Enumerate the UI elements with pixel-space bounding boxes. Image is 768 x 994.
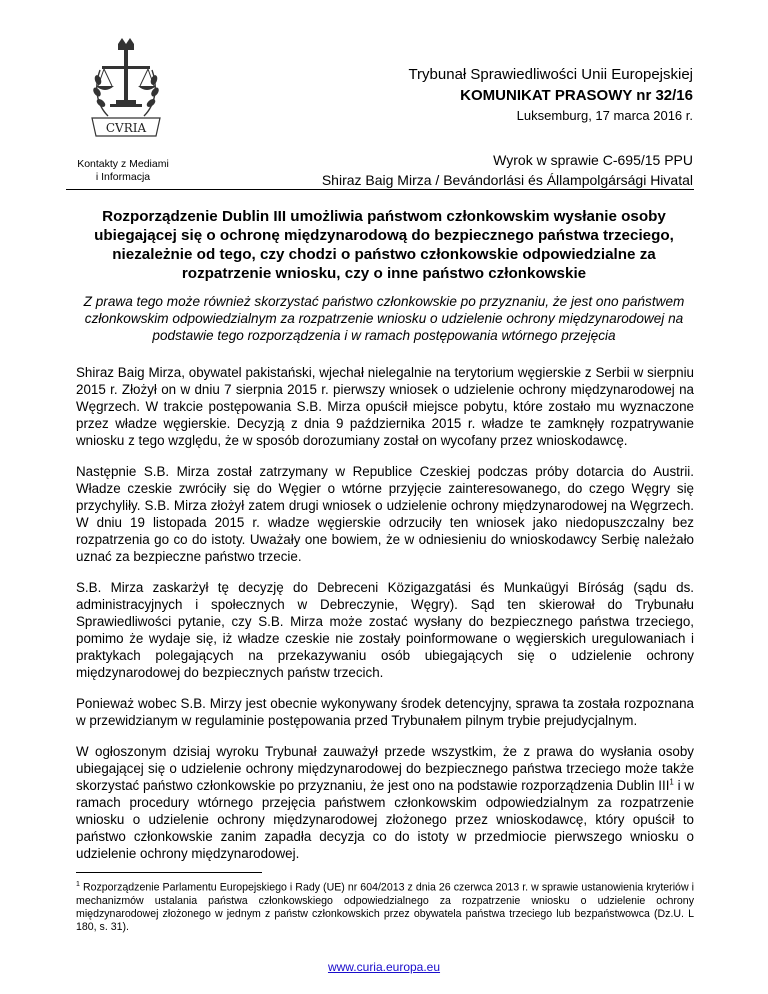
institution-name: Trybunał Sprawiedliwości Unii Europejskiej	[408, 66, 693, 83]
media-contact-line-1: Kontakty z Mediami	[77, 158, 169, 170]
curia-logo	[86, 36, 166, 148]
body-text	[76, 364, 694, 876]
subheadline: Z prawa tego może również skorzystać państwo członkowskie po przyznaniu, że jest ono państwem członkowskim odpowiedzialnym za rozpatrzenie wniosku o udzielenie ochrony międzynarodowej na podstawie tego rozporządzenia i w ramach postępowania wtórnego przejęcia	[83, 294, 685, 343]
paragraph-2: Następnie S.B. Mirza został zatrzymany w Republice Czeskiej podczas próby dotarcia do Austrii. Władze czeskie zwróciły się do Węgier o wtórne przyjęcie zainteresowanego, do czego Węgry się przychyliły. S.B. Mirza złożył zatem drugi wniosek o udzielenie ochrony międzynarodowej na Węgrzech. W dniu 19 listopada 2015 r. władze węgierskie odrzuciły ten wniosek jako niedopuszczalny bez rozpatrzenia go co do istoty. Uważały one bowiem, że w odniesieniu do wnioskodawcy Serbię należało uznać za bezpieczne państwo trzecie.	[76, 464, 694, 564]
footnote	[76, 878, 694, 934]
case-parties: Shiraz Baig Mirza / Bevándorlási és Állampolgársági Hivatal	[321, 172, 693, 188]
header-divider	[66, 189, 694, 190]
paragraph-5	[76, 743, 694, 862]
press-release-number: KOMUNIKAT PRASOWY nr 32/16	[460, 87, 693, 104]
footnote-number: 1	[76, 881, 80, 888]
case-reference	[322, 150, 693, 190]
footnote-reference[interactable]: 1	[669, 777, 674, 787]
header-block	[408, 64, 693, 126]
place-date: Luksemburg, 17 marca 2016 r.	[516, 108, 693, 123]
paragraph-3: S.B. Mirza zaskarżył tę decyzję do Debreceni Közigazgatási és Munkaügyi Bíróság (sądu ds. administracyjnych i społecznych w Debreczynie, Węgry). Sąd ten skierował do Trybunału Sprawiedliwości pytanie, czy S.B. Mirza może zostać wysłany do bezpiecznego państwa trzeciego, pomimo że wydaje się, iż władze czeskie nie zostały poinformowane o węgierskich uregulowaniach i praktykach polegających na przekazywaniu osób ubiegających się o udzielenie ochrony międzynarodowej do bezpiecznych państw trzecich.	[76, 580, 694, 680]
scales-of-justice-icon	[86, 36, 166, 148]
headline: Rozporządzenie Dublin III umożliwia państwom członkowskim wysłanie osoby ubiegającej się o ochronę międzynarodową do bezpiecznego państwa trzeciego, niezależnie od tego, czy chodzi o państwo członkowskie odpowiedzialne za rozpatrzenie wniosku, czy o inne państwo członkowskie	[94, 208, 674, 282]
paragraph-4: Ponieważ wobec S.B. Mirzy jest obecnie wykonywany środek detencyjny, sprawa ta została rozpoznana w przewidzianym w regulaminie postępowania przed Trybunałem pilnym trybie prejudycjalnym.	[76, 696, 694, 728]
curia-website-link[interactable]: www.curia.europa.eu	[327, 960, 441, 974]
media-contact-line-2: i Informacja	[95, 171, 151, 183]
footnote-text: Rozporządzenie Parlamentu Europejskiego i Rady (UE) nr 604/2013 z dnia 26 czerwca 2013 r. w sprawie ustanowienia kryteriów i mechanizmów ustalania państwa członkowskiego odpowiedzialnego za rozpatrzenie wniosku o udzielenie ochrony międzynarodowej złożonego w jednym z państw członkowskich przez obywatela państwa trzeciego lub bezpaństwowca (Dz.U. L 180, s. 31).	[76, 881, 694, 933]
footnote-divider	[76, 872, 262, 873]
judgment-number: Wyrok w sprawie C-695/15 PPU	[493, 152, 693, 168]
paragraph-5-part-a: W ogłoszonym dzisiaj wyroku Trybunał zauważył przede wszystkim, że z prawa do wysłania osoby ubiegającej się o udzielenie ochrony międzynarodowej do bezpiecznego państwa trzeciego może także skorzystać państwo członkowskie po przyznaniu, że jest ono na podstawie rozporządzenia Dublin III	[76, 744, 694, 793]
curia-logo-text: CVRIA	[105, 121, 147, 135]
paragraph-5-part-b: i w ramach procedury wtórnego przejęcia państwem członkowskim odpowiedzialnym za rozpatrzenie wniosku o udzielenie ochrony międzynarodowej złożonego przez wnioskodawcę, który opuścił to państwo członkowskie zanim zapadła decyzja co do istoty w przedmiocie pierwszego wniosku o udzielenie ochrony międzynarodowej.	[76, 778, 694, 861]
paragraph-1: Shiraz Baig Mirza, obywatel pakistański, wjechał nielegalnie na terytorium węgierskie z Serbii w sierpniu 2015 r. Złożył on w dniu 7 sierpnia 2015 r. pierwszy wniosek o udzielenie ochrony międzynarodowej na Węgrzech. W trakcie postępowania S.B. Mirza opuścił miejsce pobytu, które zostało mu wyznaczone przez władze węgierskie. Decyzją z dnia 9 października 2015 r. władze te zamknęły rozpatrywanie wniosku z tego względu, że w sposób dorozumiany został on wycofany przez wnioskodawcę.	[76, 365, 694, 448]
media-contact-label	[66, 158, 180, 184]
